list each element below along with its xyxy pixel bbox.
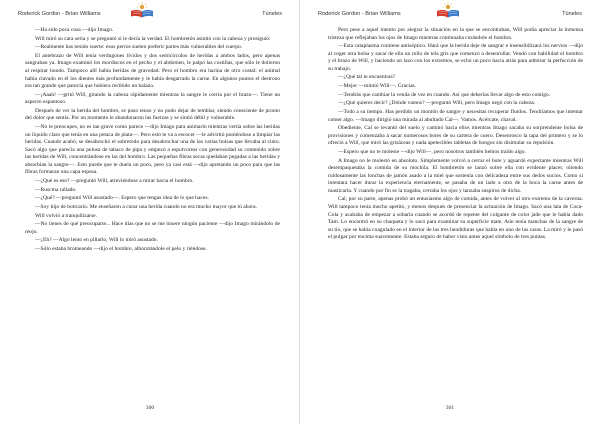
paragraph: —Ha sido poca cosa —dijo Imago. bbox=[35, 27, 114, 33]
paragraph: —Espero que no te moleste —dijo Will—, pero nosotros también hemos traído algo. bbox=[338, 148, 526, 155]
paragraph: —No tienes de qué preocuparte... Hace días que no se me muere ningún paciente —dijo Imago mirándolo de reojo. bbox=[25, 221, 280, 235]
paragraph: —Sólo estaba bromeando —dijo el hombre, alborotándole el pelo y riéndose. bbox=[35, 246, 207, 253]
paragraph: Después de ver la herida del hombro, se puso tenso y no pudo dejar de temblar, siendo consciente de pronto del dolor que sentía. Por un momento le abandonaron las fuerzas y se sintió débil y vulnerable. bbox=[25, 107, 280, 122]
paragraph: —Soy hijo de boticario. Me enseñaron a curar una herida cuando no era mucho mayor que tú ahora. bbox=[35, 203, 257, 210]
paragraph: —No te preocupes, no es tan grave como parece —dijo Imago para animarlo mientras vertía sobre las heridas un líquido claro que tenía en una petaca de plata—. Pero esto te va a escocer —le advirtió poniéndose a limpiar las heridas. Cuando acabó, se desabrochó el sobretodo para desabrochar una de las varias bolsas que llevaba al cinto. Sacó algo que parecía una pelusa de tabaco de pipa y empezó a espolvorear con generosidad su contenido sobre las heridas de Will, concentrándose en las del hombro. Las pequeñas fibras secas quedaban pegadas a las heridas y absorbían la sangre—. Esto puede que te duela un poco, pero ya casi está —dijo apretando un poco para que las fibras formaran una capa espesa. bbox=[25, 124, 280, 176]
paragraph: —Ruscma rallado. bbox=[35, 186, 77, 193]
paragraph: Will volvió a tranquilizarse. bbox=[35, 212, 98, 219]
header-author: Roderick Gordon - Brian Williams bbox=[318, 11, 401, 17]
paragraph: —¡Aaah! —gritó Will, girando la cabeza rápidamente mientras la sangre le corría por el brazo—. Tiene un aspecto espantoso. bbox=[25, 91, 280, 106]
right-page bbox=[300, 0, 600, 424]
paragraph: A Imago no le molestó en absoluto. Simplemente volvió a cerrar el bote y aguardó expectante mientras Will desempaquetaba la comida de su mochila. El hombretón se lanzó sobre ella con evidente placer, oliendo ruidosamente las lonchas de jamón asado a la miel que sostenía con delicadeza entre sus dedos sucios. Como si intentara hacer durar la experiencia eternamente, se pasaba de un lado a otro de la boca la carne antes de masticarla. Y cuando por fin se la tragaba, cerraba los ojos y lanzaba suspiros de dicha. bbox=[328, 157, 583, 194]
paragraph: —¿Qué? —preguntó Will asustado—. Espero que tengas idea de lo que haces. bbox=[35, 195, 209, 202]
paragraph: —Todo a su tiempo. Has perdido un montón de sangre y necesitas recuperar fluidos. Tendríamos que intentar comer algo. —Imago dirigió una mirada al abultado Cal—. Vamos. Acércate, chaval. bbox=[328, 109, 583, 123]
paragraph: —Esta cataplasma contiene antiséptico. Hará que la herida deje de sangrar e insensibilizará los nervios —dijo al coger otra bolsa y sacar de ella un rollo de tela gris que comenzó a desenrollar. Vendó con habilidad el hombro y el brazo de Will, y haciendo un lazo con los extremos, se echó un poco hacia atrás para admirar la perfección de su trabajo. bbox=[328, 43, 583, 72]
book-logo-icon bbox=[129, 2, 155, 19]
header-title: Túneles bbox=[262, 11, 282, 17]
page-text bbox=[328, 27, 583, 389]
page-number: 300 bbox=[145, 405, 155, 411]
book-logo-icon bbox=[435, 2, 461, 19]
paragraph: Will miró su cara seria y se preguntó si le decía la verdad. El hombretón asintió con la cabeza y prosiguió: bbox=[35, 35, 271, 42]
paragraph: Cal, por su parte, apenas probó un entusiasmo algo de comida, antes de volver al otro extremo de la caverna. Will tampoco tenía mucho apetito, y menos después de presenciar la actuación de Imago. Sacó una lata de Coca-Cola y acababa de empezar a sobarla cuando se acordó de repente del colgante de color jade que le había dado Tam. Lo encontró en su chaqueta y lo sacó para examinar su superficie mate. Aún tenía manchas de la sangre de su tío, que se había coagulado en el interior de las tres hendiduras que había en uno de las caras. La miró y le pasó el pulgar por encima suavemente. Estaba seguro de haber visto antes aquel símbolo de tres puntas. bbox=[328, 196, 583, 241]
paragraph: —¿Qué es eso? —preguntó Will, atreviéndose a mirar hacia el hombro. bbox=[35, 178, 194, 185]
paragraph: —¿Eh? —Algo lento en pillarlo, Will lo miró asustado. bbox=[35, 237, 158, 244]
paragraph: El antebrazo de Will tenía verdugones lívidos y dos semicírculos de heridas a ambos lados, pero apenas sangraban ya. Imago examinó los mordiscos en el pecho y el abdomen, le palpó las costillas, que sólo le dolieron al respirar hondo. Tampoco allí había heridas de gravedad. Pero el hombro era harina de otro costal: el animal había clavado en él los dientes más profundamente y le había desgarrado la carne. En algunos puntos el destrozo era tan grande que parecía que hubiera recibido un balazo. bbox=[25, 52, 280, 90]
paragraph: —¿Qué tal te encuentras? bbox=[338, 74, 396, 81]
paragraph: —Realmente has tenido suerte: esos perros suelen preferir partes más vulnerables del cuerpo. bbox=[35, 44, 243, 51]
paragraph: Pero pese a aquel intento por alegrar la situación en la que se encontraban, Will podía apreciar la inmensa tristeza que reflejaban los ojos de Imago mientras continuaba curándole el hombro. bbox=[328, 27, 583, 41]
header-title: Túneles bbox=[562, 11, 582, 17]
paragraph: Obediente, Cal se levantó del suelo y caminó hacia ellos mientras Imago sacaba su sorprendente bolsa de provisiones y comenzaba a sacar numerosos botes de su cartera de cuero. Desenrosco la tapa del primero y se lo ofreció a Will, que miró las grisáceas y nada apetecibles tabletas de hongos sin disimular su repulsión. bbox=[328, 125, 583, 147]
paragraph: —¿Qué quieres decir? ¿Dónde vamos? —preguntó Will, pero Imago negó con la cabeza. bbox=[338, 100, 536, 107]
header-author: Roderick Gordon - Brian Williams bbox=[18, 11, 101, 17]
page-number: 301 bbox=[445, 405, 455, 411]
paragraph: —Mejor —mintió Will—. Gracias. bbox=[338, 83, 417, 90]
page-text bbox=[25, 27, 280, 389]
paragraph: —Tendrás que cambiar la venda de vez en cuando. Así que deberías llevar algo de esto contigo. bbox=[338, 91, 551, 98]
